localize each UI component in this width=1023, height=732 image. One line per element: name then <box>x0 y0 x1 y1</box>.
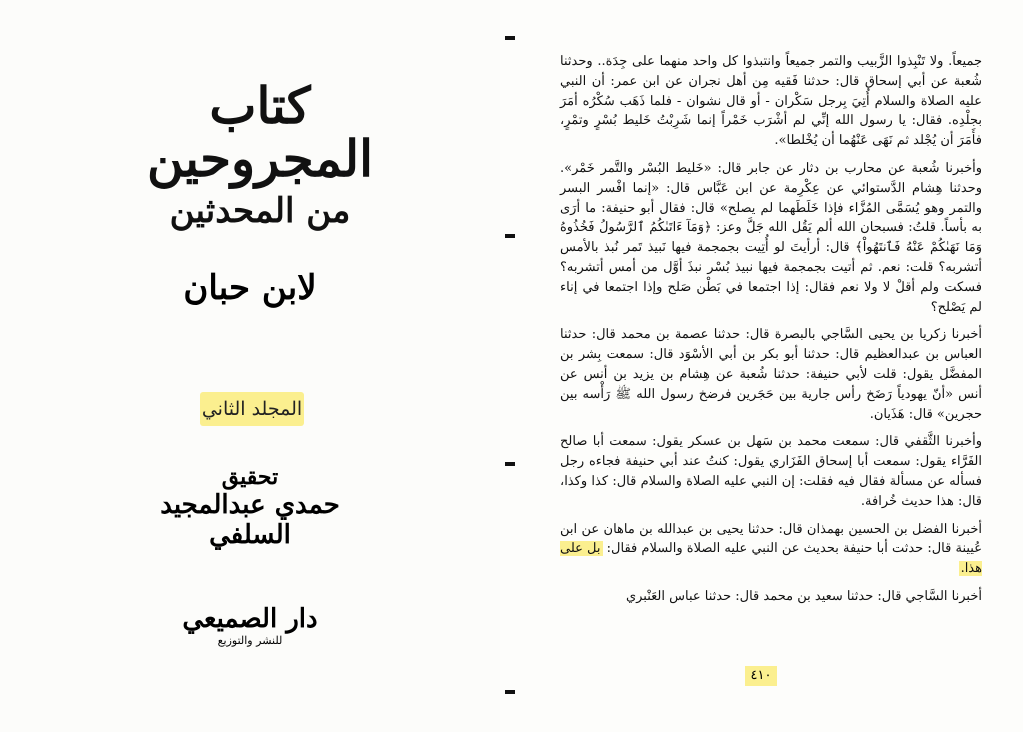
paragraph-text: أخبرنا الفضل بن الحسين بهمذان قال: حدثنا يحيى بن عبدالله بن ماهان عن ابن عُيينة قال: حدثت أبا حنيفة بحديث عن النبي عليه الصلاة والسلام فقال: <box>560 521 982 557</box>
volume-label: المجلد الثاني <box>200 392 304 426</box>
publisher-logo <box>175 606 325 647</box>
margin-mark <box>505 234 515 238</box>
paragraph: أخبرنا زكريا بن يحيى السَّاجي بالبصرة قال: حدثنا عصمة بن محمد قال: حدثنا العباس بن عبدالعظيم قال: حدثنا أبو بكر بن أبي الأسْوَد قال: سمعت بِشر بن المفضَّل يقول: قلت لأبي حنيفة: حدثنا شُعبة عن هِشام بن يزيد بن أنس عن أنس «أنّ يهودياً رَضَخ رأس جارية بين حَجَرين فرضخ رسول الله ﷺ رَأْسه بين حجرين» قال: هَذَيان. <box>560 327 983 422</box>
editor-label: تحقيق <box>221 464 279 490</box>
page-number: ٤١٠ <box>745 666 777 686</box>
book-title: كتاب المجروحين <box>146 76 374 188</box>
margin-mark <box>505 462 515 466</box>
title-block <box>90 76 430 231</box>
paragraph: جميعاً. ولا تَنْبِذوا الزَّبيب والتمر جميعاً وانتبذوا كل واحد منهما على جِدَة.. وحدثنا شُعبة عن أبي إسحاق قال: حدثنا فَقيه مِن أهل نجران عن ابن عمر: أن النبي عليه الصلاة والسلام أُتِيَ بِرجل سَكْران - أو قال نشوان - فلما ذَهَب سُكْرُه أمَرَ بجلْدِه. فقال: يا رسول الله إنِّي لم أشْرَب خَمْراً إنما شَرِبْتُ خَليط بُسْرٍ وتمْرٍ، فأَمَرَ أن يُجْلد ثم نَهَى عَنْهُما أن يُخْلطا». <box>560 54 982 149</box>
paragraph: وأخبرنا شُعبة عن محارب بن دثار عن جابر قال: «خَليط البُسْر والتَّمر خَمْر». وحدثنا هِشام الدَّستوائي عن عِكْرِمة عن ابن عَبَّاس قال: «إنما افْسر البسر والتمر وهو يُسَمَّى المُزَّاء فإذا خَلَطَهما لم يصلح» قال: فقال أبو حنيفة: ما أرَى به بأساً. قلتُ: فسبحان الله ألم يَقُل الله جَلَّ وعز: ﴿وَمَآ ءَاتَىٰكُمُ ٱلرَّسُولُ فَخُذُوهُ وَمَا نَهَىٰكُمْ عَنْهُ فَٱنتَهُواْ﴾ قال: أرأيتَ لو أُتِيت بجمجمة فيها نَبيذ تَمر نُبذ بالأمس أتشربه؟ قلت: نعم. ثم أتيت بجمجمة فيها نبيذ بُسْر نبذَ أوَّل من أمس أتشربه؟ فسكت ولم أقلْ لا ولا نعم فقال: إذا اجتمعا في بَطْن صَلح وإذا اجتمعا في إناء لم يَصْلح؟ <box>560 160 982 315</box>
highlighted-phrase: بل على هذا. <box>560 541 982 577</box>
author-name: لابن حبان <box>183 268 317 308</box>
paragraph-with-highlight <box>560 520 982 579</box>
paragraph: وأخبرنا الثَّقفي قال: سمعت محمد بن سَهل بن عسكر يقول: سمعت أبا صالح الفَرَّاء يقول: سمعت أبا إسحاق الفَزَاري يقول: كنتُ عند أبي حنيفة فجاءه رجل فسأله عن مسألة فقال فيه فقلت: إن النبي عليه الصلاة والسلام قال: كذا وكذا، قال: هذا حديث خُرافة. <box>560 434 982 509</box>
title-page <box>0 0 500 732</box>
margin-mark <box>505 690 515 694</box>
margin-mark <box>505 36 515 40</box>
paragraph: أخبرنا السَّاجي قال: حدثنا سعيد بن محمد قال: حدثنا عباس العَنْبري <box>625 588 982 604</box>
book-subtitle: من المحدثين <box>169 191 351 231</box>
publisher-name: دار الصميعي <box>182 604 318 634</box>
text-page <box>520 0 1023 732</box>
publisher-subtitle: للنشر والتوزيع <box>217 634 283 647</box>
page-body <box>560 52 982 615</box>
editor-name: حمدي عبدالمجيد السلفي <box>160 490 340 550</box>
